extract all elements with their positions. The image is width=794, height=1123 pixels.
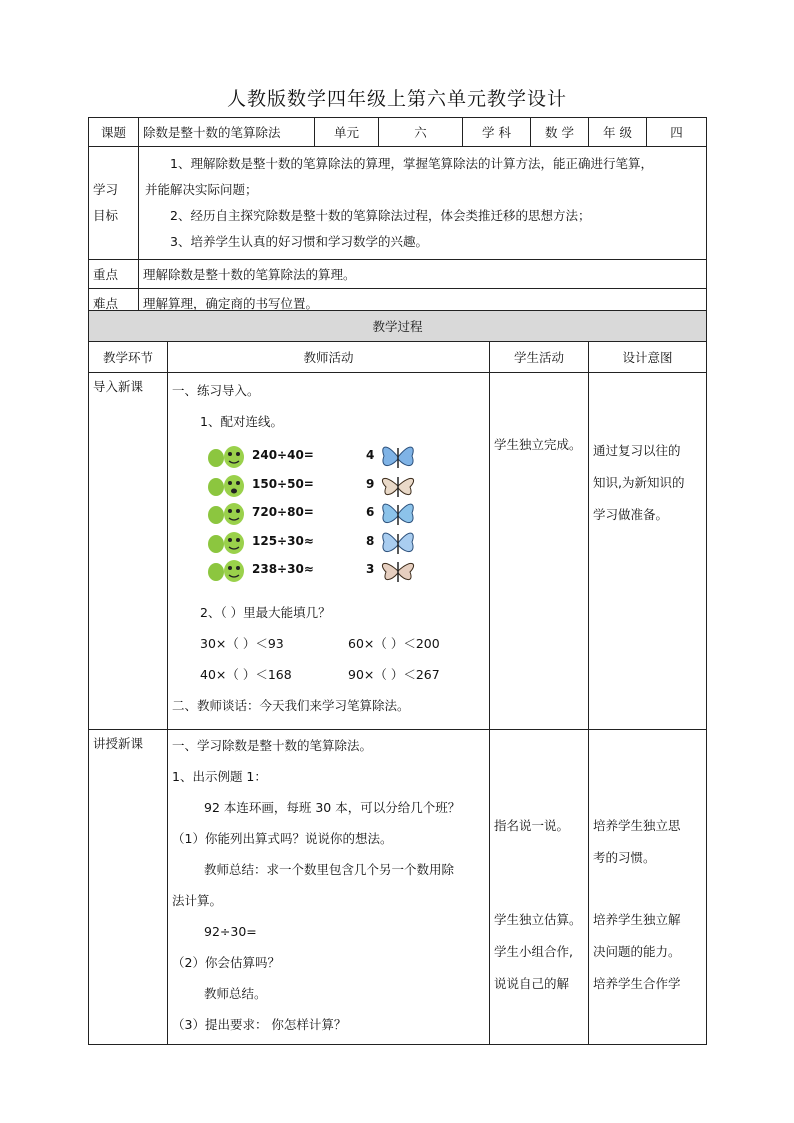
header-intent: 设计意图 xyxy=(589,342,707,373)
student-line: 学生独立估算。 xyxy=(494,912,582,927)
answer: 9 xyxy=(366,477,375,491)
section-intro-teacher xyxy=(168,373,490,730)
process-title: 教学过程 xyxy=(89,311,707,342)
new-line: （1）你能列出算式吗？说说你的想法。 xyxy=(172,831,393,846)
header-stage: 教学环节 xyxy=(89,342,168,373)
intent-line: 决问题的能力。 xyxy=(593,944,681,959)
goals-row xyxy=(89,147,707,260)
caterpillar-icon xyxy=(208,529,244,555)
match-row xyxy=(208,500,428,528)
intent-line: 培养学生合作学 xyxy=(593,976,681,991)
match-row xyxy=(208,443,428,471)
caterpillar-icon xyxy=(208,472,244,498)
page-title: 人教版数学四年级上第六单元教学设计 xyxy=(226,88,567,110)
section-intro-name: 导入新课 xyxy=(89,373,168,730)
process-header-row xyxy=(89,342,707,373)
intro-line: 一、练习导入。 xyxy=(172,383,260,398)
match-row xyxy=(208,472,428,500)
student-line: 说说自己的解 xyxy=(494,976,570,991)
equation: 150÷50= xyxy=(252,477,314,491)
match-row xyxy=(208,557,428,585)
info-table xyxy=(88,117,707,318)
difficulty-label: 难点 xyxy=(89,289,139,318)
new-line: 法计算。 xyxy=(172,893,223,908)
goal-line: 2、经历自主探究除数是整十数的笔算除法过程，体会类推迁移的思想方法； xyxy=(170,208,591,223)
goal-line: 3、培养学生认真的好习惯和学习数学的兴趣。 xyxy=(170,234,428,249)
section-new-row xyxy=(89,730,707,1045)
subject-value: 数 学 xyxy=(531,118,589,147)
section-new-teacher xyxy=(168,730,490,1045)
key-point-label: 重点 xyxy=(89,260,139,289)
new-line: 92÷30= xyxy=(204,924,257,939)
goals-label-1: 学习 xyxy=(93,182,119,197)
intent-line: 知识,为新知识的 xyxy=(593,475,685,490)
student-line: 指名说一说。 xyxy=(494,818,570,833)
difficulty-value: 理解算理，确定商的书写位置。 xyxy=(139,289,707,318)
fill-item: 40×（ ）＜168 xyxy=(200,667,292,682)
header-teacher: 教师活动 xyxy=(168,342,490,373)
new-line: （3）提出要求： 你怎样计算？ xyxy=(172,1017,347,1032)
grade-label: 年 级 xyxy=(589,118,647,147)
equation: 240÷40= xyxy=(252,448,314,462)
section-intro-student: 学生独立完成。 xyxy=(490,373,589,730)
goal-line: 并能解决实际问题； xyxy=(145,182,258,197)
subject-label: 学 科 xyxy=(463,118,531,147)
goals-content xyxy=(139,147,707,260)
unit-label: 单元 xyxy=(315,118,379,147)
answer: 4 xyxy=(366,448,375,462)
equation: 238÷30≈ xyxy=(252,562,314,576)
intro-line: 二、教师谈话：今天我们来学习笔算除法。 xyxy=(172,698,410,713)
intro-line: 1、配对连线。 xyxy=(200,414,283,429)
match-row xyxy=(208,529,428,557)
matching-exercise xyxy=(208,439,448,591)
intro-line: 2、（ ）里最大能填几？ xyxy=(200,605,331,620)
answer: 6 xyxy=(366,505,375,519)
caterpillar-icon xyxy=(208,500,244,526)
new-line: 一、学习除数是整十数的笔算除法。 xyxy=(172,738,373,753)
answer: 8 xyxy=(366,534,375,548)
intent-line: 学习做准备。 xyxy=(593,507,669,522)
section-intro-intent xyxy=(589,373,707,730)
section-new-student xyxy=(490,730,589,1045)
grade-value: 四 xyxy=(647,118,707,147)
topic-row xyxy=(89,118,707,147)
answer: 3 xyxy=(366,562,375,576)
fill-in-exercise xyxy=(172,628,500,690)
fill-item: 90×（ ）＜267 xyxy=(348,667,440,682)
section-intro-row xyxy=(89,373,707,730)
topic-value: 除数是整十数的笔算除法 xyxy=(139,118,315,147)
intent-line: 通过复习以往的 xyxy=(593,443,681,458)
student-line: 学生小组合作, xyxy=(494,944,573,959)
fill-item: 60×（ ）＜200 xyxy=(348,636,440,651)
caterpillar-icon xyxy=(208,443,244,469)
goal-line: 1、理解除数是整十数的笔算除法的算理，掌握笔算除法的计算方法，能正确进行笔算， xyxy=(170,156,653,171)
fill-item: 30×（ ）＜93 xyxy=(200,636,284,651)
caterpillar-icon xyxy=(208,557,244,583)
new-line: （2）你会估算吗？ xyxy=(172,955,280,970)
section-new-name: 讲授新课 xyxy=(89,730,168,1045)
unit-value: 六 xyxy=(379,118,463,147)
intent-line: 培养学生独立思 xyxy=(593,818,681,833)
new-line: 教师总结。 xyxy=(204,986,267,1001)
process-table xyxy=(88,310,707,1045)
topic-label: 课题 xyxy=(89,118,139,147)
goals-label xyxy=(89,147,139,260)
key-point-value: 理解除数是整十数的笔算除法的算理。 xyxy=(139,260,707,289)
intent-line: 考的习惯。 xyxy=(593,850,656,865)
equation: 720÷80= xyxy=(252,505,314,519)
header-student: 学生活动 xyxy=(490,342,589,373)
new-line: 教师总结：求一个数里包含几个另一个数用除 xyxy=(204,862,455,877)
section-new-intent xyxy=(589,730,707,1045)
new-line: 92 本连环画，每班 30 本，可以分给几个班？ xyxy=(204,800,461,815)
new-line: 1、出示例题 1： xyxy=(172,769,267,784)
key-point-row xyxy=(89,260,707,289)
intent-line: 培养学生独立解 xyxy=(593,912,681,927)
goals-label-2: 目标 xyxy=(93,208,119,223)
butterfly-icon xyxy=(378,554,418,588)
equation: 125÷30≈ xyxy=(252,534,314,548)
